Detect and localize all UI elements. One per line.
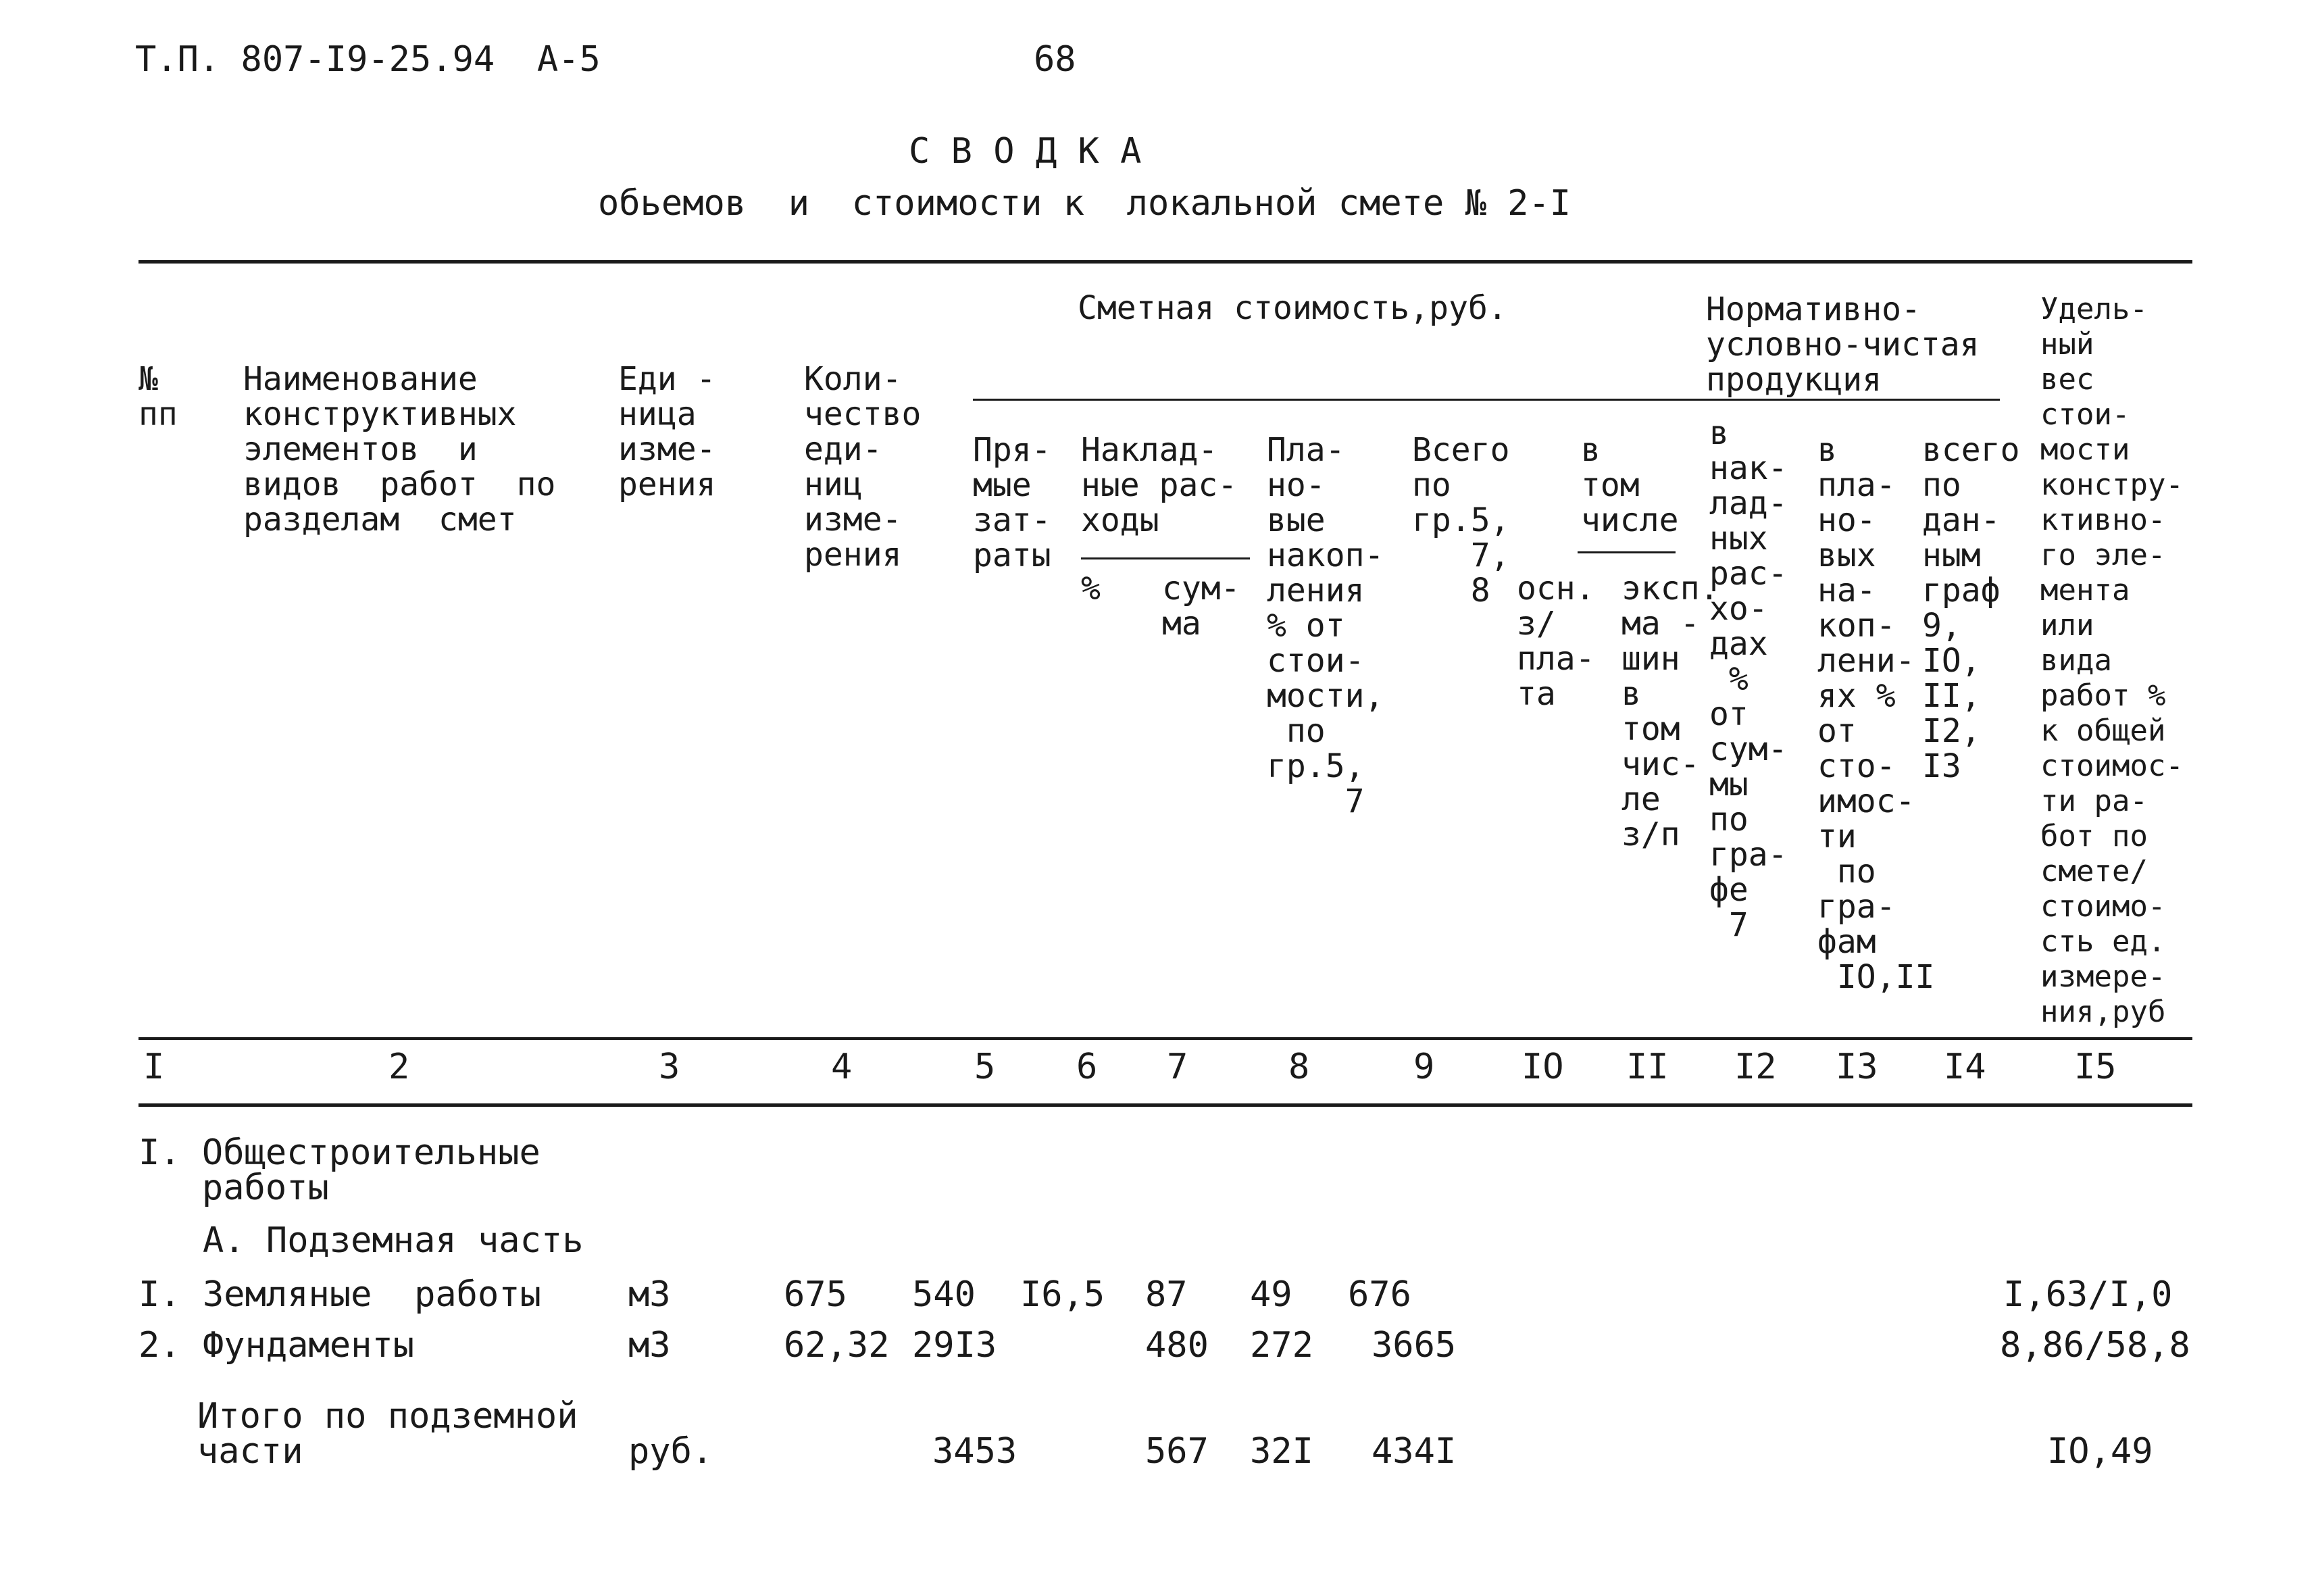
column-number: 5 <box>974 1047 996 1087</box>
row-overhead-pct: I6,5 <box>1020 1274 1105 1315</box>
column-number: I3 <box>1836 1047 1878 1087</box>
subtotal-overhead-sum: 567 <box>1145 1431 1209 1472</box>
row-total: 676 <box>1348 1274 1411 1315</box>
row-name: Земляные работы <box>203 1274 541 1315</box>
col-header-machines: эксп. ма - шин в том чис- ле з/п <box>1621 570 1719 853</box>
col-header-planned-savings: Пла- но- вые накоп- ления % от стои- мости, по гр.5, 7 <box>1267 431 1384 820</box>
nakladnye-rule <box>1081 557 1250 559</box>
udelny-ves-header: Удель- ный вес стои- мости констру- ктивно- го эле- мента или вида работ % к общей стоимос- ти ра- бот по смете/ стоимо- сть ед. измере- ния,руб <box>2040 292 2184 1029</box>
subtotal-total: 434I <box>1372 1431 1457 1472</box>
col-header-name: Наименование конструктивных элементов и видов работ по разделам смет <box>243 360 556 539</box>
col-header-unit: Еди - ница изме- рения <box>618 360 716 503</box>
col-header-total: Всего по гр.5, 7, 8 <box>1412 431 1510 609</box>
document-title: С В О Д К А <box>909 131 1142 172</box>
row-planned-savings: 272 <box>1250 1325 1313 1366</box>
section-heading: I. Общестроительные работы <box>139 1132 540 1208</box>
col-header-quantity: Коли- чество еди- ниц изме- рения <box>804 360 922 574</box>
column-numbers-rule <box>139 1103 2192 1107</box>
row-quantity: 62,32 <box>784 1325 890 1366</box>
row-unit: м3 <box>628 1274 671 1315</box>
row-planned-savings: 49 <box>1250 1274 1292 1315</box>
column-number: I5 <box>2074 1047 2117 1087</box>
col-header-in-planned: в пла- но- вых на- коп- лени- ях % от сто- имос- ти по гра- фам IO,II <box>1817 431 1935 996</box>
subtotal-label: Итого по подземной части <box>197 1396 578 1472</box>
col-header-num: № пп <box>139 360 178 433</box>
row-unit: м3 <box>628 1325 671 1366</box>
col-header-including: в том числе <box>1581 431 1679 539</box>
row-total: 3665 <box>1372 1325 1457 1366</box>
subtotal-unit: руб. <box>628 1431 713 1472</box>
header-group-rule <box>973 399 2000 401</box>
column-number: 4 <box>831 1047 853 1087</box>
page-number: 68 <box>1034 39 1076 80</box>
col-header-overhead-pct: % <box>1081 570 1101 607</box>
smetnaya-stoimost-header: Сметная стоимость,руб. <box>1078 289 1507 327</box>
column-number: I <box>143 1047 165 1087</box>
subtotal-planned-savings: 32I <box>1250 1431 1313 1472</box>
column-number: IO <box>1521 1047 1564 1087</box>
column-number: 7 <box>1167 1047 1188 1087</box>
row-number: 2. <box>139 1325 181 1366</box>
row-overhead-sum: 480 <box>1145 1325 1209 1366</box>
document-code: Т.П. 807-I9-25.94 А-5 <box>135 39 601 80</box>
header-bottom-rule <box>139 1037 2192 1040</box>
table-top-rule <box>139 260 2192 264</box>
column-number: 8 <box>1288 1047 1310 1087</box>
row-direct-costs: 29I3 <box>912 1325 997 1366</box>
normativno-chistaya-header: Нормативно- условно-чистая продукция <box>1706 291 1980 399</box>
column-number: 6 <box>1076 1047 1098 1087</box>
col-header-total-by-data: всего по дан- ным граф 9, IO, II, I2, I3 <box>1922 431 2020 785</box>
v-tom-chisle-rule <box>1578 551 1676 553</box>
col-header-direct-costs: Пря- мые зат- раты <box>973 431 1051 574</box>
row-direct-costs: 540 <box>912 1274 976 1315</box>
row-overhead-sum: 87 <box>1145 1274 1188 1315</box>
subtotal-direct-costs: 3453 <box>932 1431 1017 1472</box>
column-number: 9 <box>1413 1047 1435 1087</box>
row-share: 8,86/58,8 <box>2000 1325 2190 1366</box>
row-number: I. <box>139 1274 181 1315</box>
row-share: I,63/I,0 <box>2003 1274 2173 1315</box>
subtotal-share: IO,49 <box>2047 1431 2153 1472</box>
subsection-heading: А. Подземная часть <box>203 1220 584 1261</box>
col-header-overhead-sum: сум- ма <box>1162 570 1240 643</box>
document-subtitle: обьемов и стоимости к локальной смете № 2-I <box>598 183 1571 224</box>
column-number: I2 <box>1734 1047 1777 1087</box>
col-header-in-overhead: в нак- лад- ных рас- хо- дах % от сум- мы по гра- фе 7 <box>1709 414 1788 944</box>
column-number: 2 <box>388 1047 410 1087</box>
col-header-overhead: Наклад- ные рас- ходы <box>1081 431 1238 539</box>
row-quantity: 675 <box>784 1274 847 1315</box>
column-number: 3 <box>659 1047 680 1087</box>
row-name: Фундаменты <box>203 1325 415 1366</box>
col-header-base-salary: осн. з/ пла- та <box>1517 570 1595 713</box>
column-number: II <box>1626 1047 1669 1087</box>
column-number: I4 <box>1944 1047 1986 1087</box>
